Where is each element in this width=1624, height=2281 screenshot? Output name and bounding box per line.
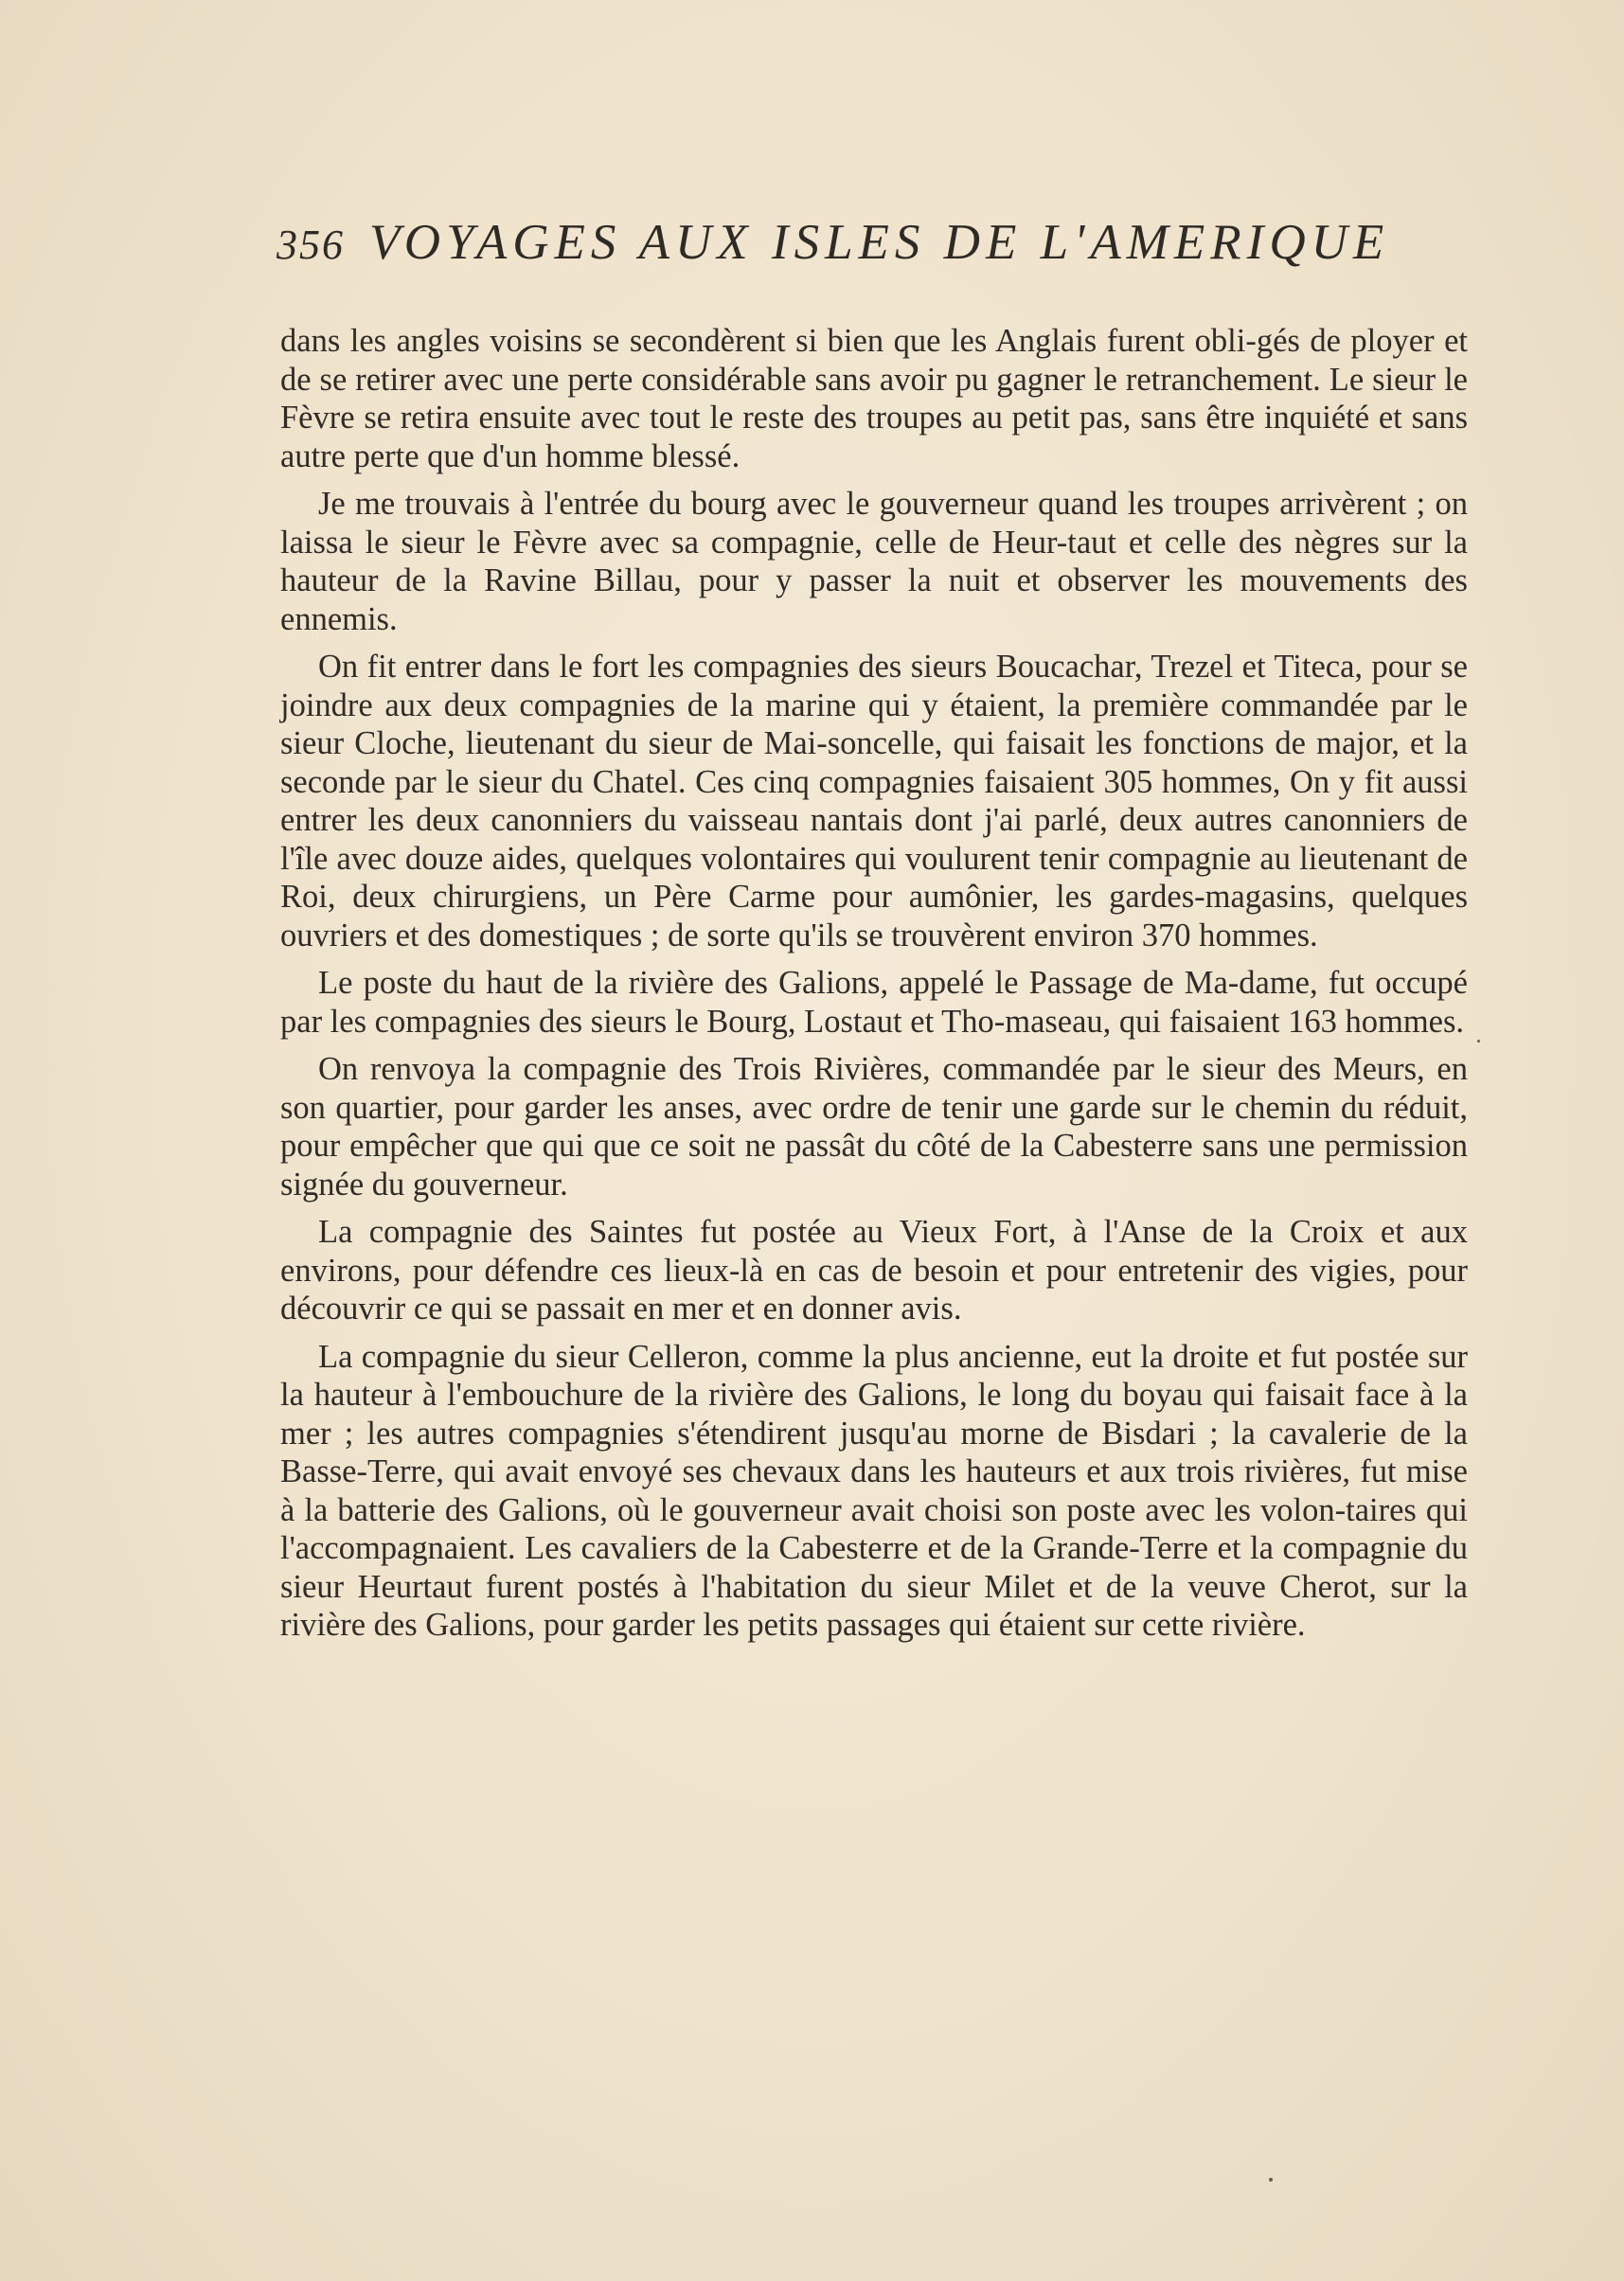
paragraph: Le poste du haut de la rivière des Galions, appelé le Passage de Ma-dame, fut occupé par les compagnies des sieurs le Bourg, Lostaut et Tho-maseau, qui faisaient 163 hommes. (280, 965, 1468, 1040)
paragraph: On renvoya la compagnie des Trois Rivières, commandée par le sieur des Meurs, en son quartier, pour garder les anses, avec ordre de tenir une garde sur le chemin du réduit, pour empêcher que qui que ce soit ne passât du côté de la Cabesterre sans une permission signée du gouverneur. (280, 1051, 1468, 1203)
body-text (280, 322, 1468, 1654)
page-header (277, 214, 1508, 290)
paragraph: Je me trouvais à l'entrée du bourg avec le gouverneur quand les troupes arrivèrent ; on laissa le sieur le Fèvre avec sa compagnie, celle de Heur-taut et celle des nègres sur la hauteur de la Ravine Billau, pour y passer la nuit et observer les mouvements des ennemis. (280, 486, 1468, 637)
page-number: 356 (277, 222, 345, 268)
paragraph: La compagnie du sieur Celleron, comme la plus ancienne, eut la droite et fut postée sur la hauteur à l'embouchure de la rivière des Galions, le long du boyau qui faisait face à la mer ; les autres compagnies s'étendirent jusqu'au morne de Bisdari ; la cavalerie de la Basse-Terre, qui avait envoyé ses chevaux dans les hauteurs et aux trois rivières, fut mise à la batterie des Galions, où le gouverneur avait choisi son poste avec les volon-taires qui l'accompagnaient. Les cavaliers de la Cabesterre et de la Grande-Terre et la compagnie du sieur Heurtaut furent postés à l'habitation du sieur Milet et de la veuve Cherot, sur la rivière des Galions, pour garder les petits passages qui étaient sur cette rivière. (280, 1338, 1468, 1643)
paragraph: dans les angles voisins se secondèrent si bien que les Anglais furent obli-gés de ployer et de se retirer avec une perte considérable sans avoir pu gagner le retranchement. Le sieur le Fèvre se retira ensuite avec tout le reste des troupes au petit pas, sans être inquiété et sans autre perte que d'un homme blessé. (280, 323, 1468, 474)
paper-speck (1477, 1040, 1480, 1042)
paper-speck (1269, 2178, 1273, 2182)
running-title: VOYAGES AUX ISLES DE L'AMERIQUE (369, 215, 1390, 270)
paragraph: On fit entrer dans le fort les compagnies des sieurs Boucachar, Trezel et Titeca, pour se joindre aux deux compagnies de la marine qui y étaient, la première commandée par le sieur Cloche, lieutenant du sieur de Mai-soncelle, qui faisait les fonctions de major, et la seconde par le sieur du Chatel. Ces cinq compagnies faisaient 305 hommes, On y fit aussi entrer les deux canonniers du vaisseau nantais dont j'ai parlé, deux autres canonniers de l'île avec douze aides, quelques volontaires qui voulurent tenir compagnie au lieutenant de Roi, deux chirurgiens, un Père Carme pour aumônier, les gardes-magasins, quelques ouvriers et des domestiques ; de sorte qu'ils se trouvèrent environ 370 hommes. (280, 649, 1468, 953)
paragraph: La compagnie des Saintes fut postée au Vieux Fort, à l'Anse de la Croix et aux environs, pour défendre ces lieux-là en cas de besoin et pour entretenir des vigies, pour découvrir ce qui se passait en mer et en donner avis. (280, 1214, 1468, 1327)
